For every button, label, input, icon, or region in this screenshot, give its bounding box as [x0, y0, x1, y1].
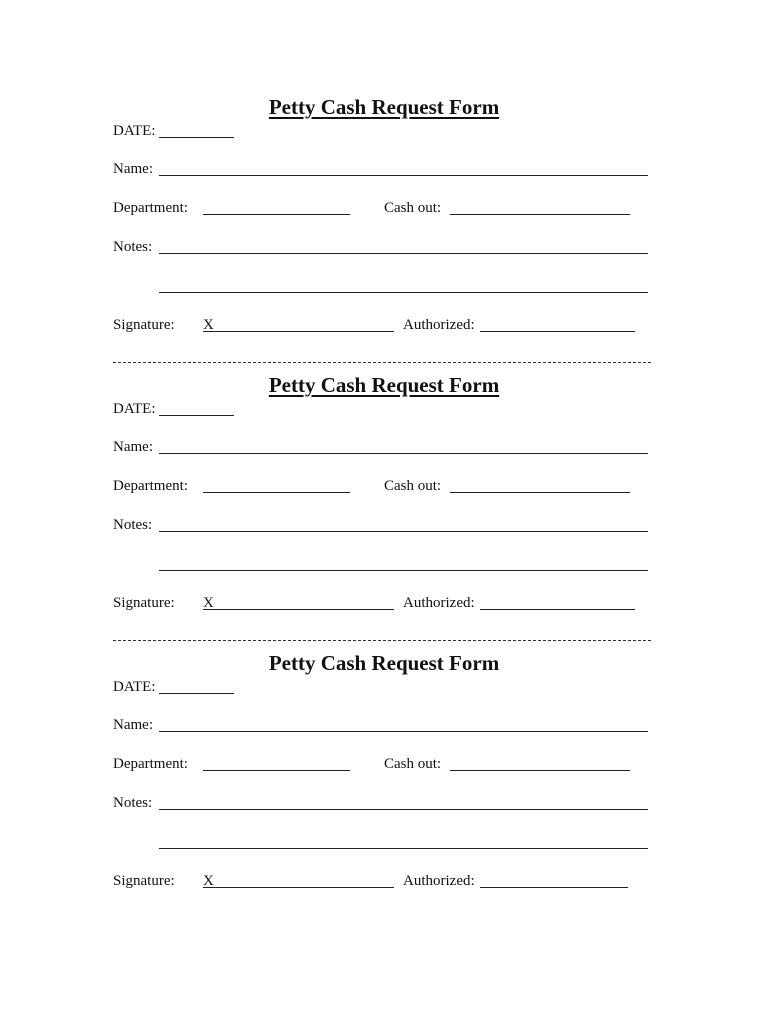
department-label: Department:: [113, 478, 188, 494]
notes-blank-line-2[interactable]: [159, 848, 648, 849]
form-title: Petty Cash Request Form: [268, 373, 500, 397]
authorized-label: Authorized:: [403, 595, 475, 611]
cash-out-label: Cash out:: [384, 478, 442, 494]
form-title: Petty Cash Request Form: [268, 651, 500, 675]
name-label: Name:: [113, 161, 153, 177]
authorized-label: Authorized:: [403, 317, 475, 333]
name-blank[interactable]: [159, 731, 648, 732]
cash-out-label: Cash out:: [384, 756, 442, 772]
petty-cash-form-1: [0, 95, 768, 355]
name-blank[interactable]: [159, 175, 648, 176]
name-blank[interactable]: [159, 453, 648, 454]
signature-x-mark: X: [203, 317, 214, 333]
authorized-blank[interactable]: [480, 887, 628, 888]
form-title: Petty Cash Request Form: [268, 95, 500, 119]
petty-cash-form-3: [0, 651, 768, 911]
authorized-label: Authorized:: [403, 873, 475, 889]
cut-line-1: [113, 362, 651, 363]
signature-label: Signature:: [113, 595, 175, 611]
cash-out-label: Cash out:: [384, 200, 442, 216]
date-label: DATE:: [113, 401, 156, 417]
date-label: DATE:: [113, 679, 156, 695]
cut-line-2: [113, 640, 651, 641]
notes-blank-line-2[interactable]: [159, 570, 648, 571]
notes-blank[interactable]: [159, 809, 648, 810]
signature-blank[interactable]: [203, 331, 394, 332]
signature-x-mark: X: [203, 595, 214, 611]
signature-blank[interactable]: [203, 609, 394, 610]
petty-cash-form-2: [0, 373, 768, 633]
name-label: Name:: [113, 717, 153, 733]
department-blank[interactable]: [203, 770, 350, 771]
signature-blank[interactable]: [203, 887, 394, 888]
date-blank[interactable]: [159, 137, 234, 138]
name-label: Name:: [113, 439, 153, 455]
authorized-blank[interactable]: [480, 609, 635, 610]
date-blank[interactable]: [159, 693, 234, 694]
cash-out-blank[interactable]: [450, 214, 630, 215]
notes-label: Notes:: [113, 795, 153, 811]
signature-label: Signature:: [113, 873, 175, 889]
department-label: Department:: [113, 756, 188, 772]
notes-blank[interactable]: [159, 253, 648, 254]
date-label: DATE:: [113, 123, 156, 139]
cash-out-blank[interactable]: [450, 492, 630, 493]
cash-out-blank[interactable]: [450, 770, 630, 771]
signature-label: Signature:: [113, 317, 175, 333]
notes-blank-line-2[interactable]: [159, 292, 648, 293]
notes-label: Notes:: [113, 517, 153, 533]
department-blank[interactable]: [203, 214, 350, 215]
notes-label: Notes:: [113, 239, 153, 255]
notes-blank[interactable]: [159, 531, 648, 532]
signature-x-mark: X: [203, 873, 214, 889]
department-blank[interactable]: [203, 492, 350, 493]
authorized-blank[interactable]: [480, 331, 635, 332]
department-label: Department:: [113, 200, 188, 216]
date-blank[interactable]: [159, 415, 234, 416]
